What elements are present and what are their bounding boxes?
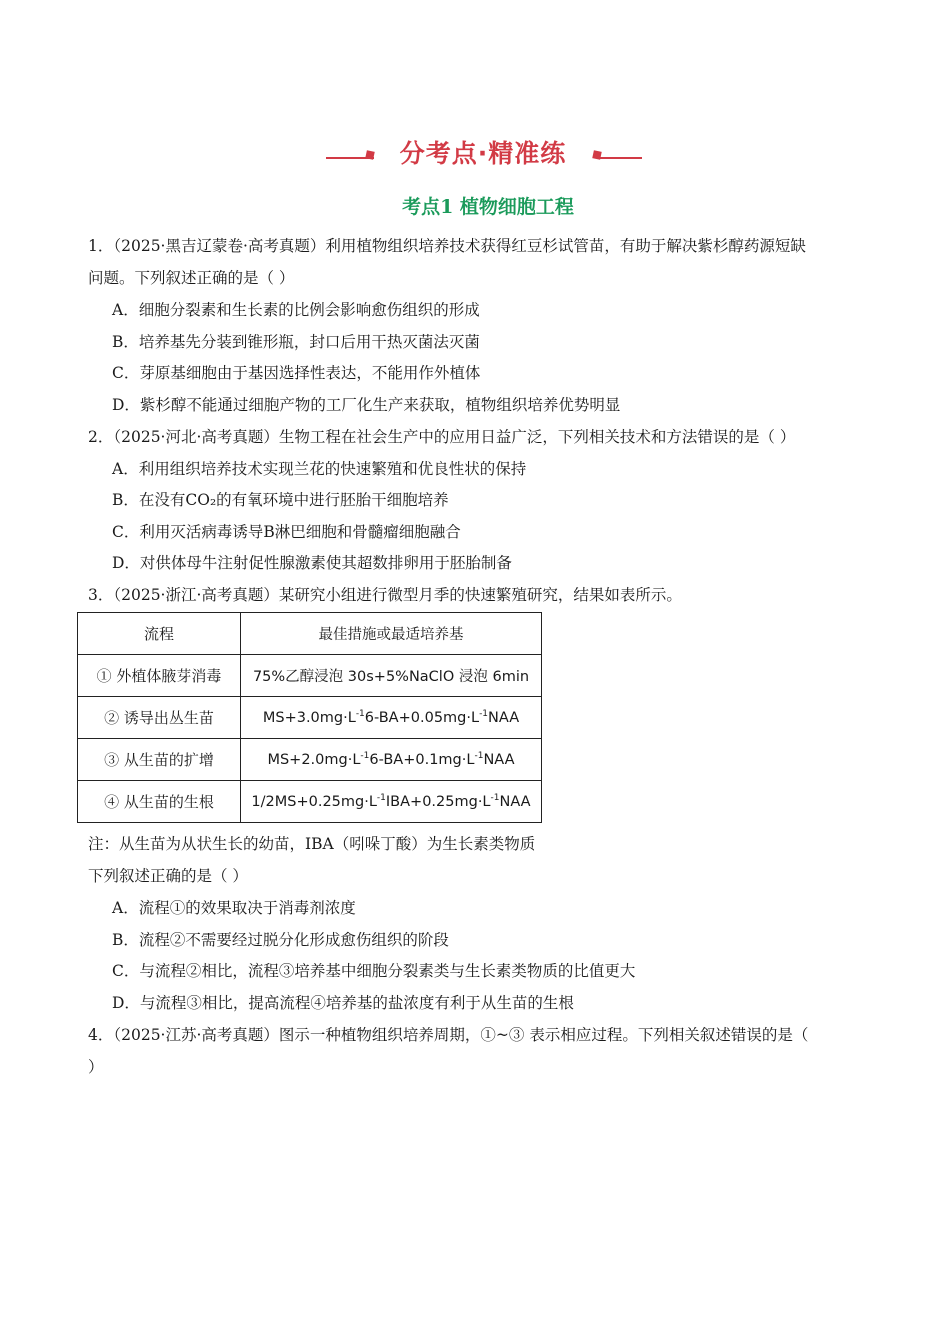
q1-option-c: C．芽原基细胞由于基因选择性表达，不能用作外植体 [112, 364, 481, 382]
medium-text: NAA [499, 794, 531, 810]
medium-text: MS+2.0mg·L [267, 752, 361, 768]
q3-option-b: B．流程②不需要经过脱分化形成愈伤组织的阶段 [112, 931, 449, 949]
table-cell-step: ① 外植体腋芽消毒 [78, 655, 241, 697]
section-banner [318, 132, 648, 172]
table-row [78, 781, 542, 823]
q3-stem: 3．（2025·浙江·高考真题）某研究小组进行微型月季的快速繁殖研究，结果如表所示。 [88, 586, 682, 604]
table-header-cell: 流程 [78, 613, 241, 655]
table-header-cell: 最佳措施或最适培养基 [241, 613, 542, 655]
superscript: -1 [490, 793, 500, 803]
q1-stem-line1: 1．（2025·黑吉辽蒙卷·高考真题）利用植物组织培养技术获得红豆杉试管苗，有助于解决紫杉醇药源短缺 [88, 237, 806, 255]
table-cell-step: ② 诱导出丛生苗 [78, 697, 241, 739]
q1-option-d: D．紫杉醇不能通过细胞产物的工厂化生产来获取，植物组织培养优势明显 [112, 396, 621, 414]
table-row [78, 739, 542, 781]
table-cell-medium [241, 655, 542, 697]
q3-table [77, 612, 542, 823]
q4-stem-line1: 4．（2025·江苏·高考真题）图示一种植物组织培养周期，①~③ 表示相应过程。下列相关叙述错误的是（ [88, 1026, 809, 1044]
q2-stem: 2．（2025·河北·高考真题）生物工程在社会生产中的应用日益广泛，下列相关技术和方法错误的是（ ） [88, 428, 796, 446]
superscript: -1 [479, 709, 489, 719]
medium-text: NAA [488, 710, 520, 726]
table-row [78, 655, 542, 697]
table-cell-step: ④ 从生苗的生根 [78, 781, 241, 823]
superscript: -1 [376, 793, 386, 803]
table-cell-step: ③ 从生苗的扩增 [78, 739, 241, 781]
banner-right-line [598, 157, 642, 159]
q2-option-b: B．在没有CO₂的有氧环境中进行胚胎干细胞培养 [112, 491, 449, 509]
table-cell-medium [241, 739, 542, 781]
table-header-row [78, 613, 542, 655]
q3-option-a: A．流程①的效果取决于消毒剂浓度 [112, 899, 356, 917]
q1-option-a: A．细胞分裂素和生长素的比例会影响愈伤组织的形成 [112, 301, 480, 319]
q3-option-d: D．与流程③相比，提高流程④培养基的盐浓度有利于从生苗的生根 [112, 994, 574, 1012]
superscript: -1 [355, 709, 365, 719]
q1-option-b: B．培养基先分装到锥形瓶，封口后用干热灭菌法灭菌 [112, 333, 480, 351]
medium-text: IBA+0.25mg·L [385, 794, 491, 810]
medium-text: 75%乙醇浸泡 30s+5%NaClO 浸泡 6min [252, 669, 530, 685]
q1-stem-line2: 问题。下列叙述正确的是（ ） [88, 269, 295, 287]
q2-option-a: A．利用组织培养技术实现兰花的快速繁殖和优良性状的保持 [112, 460, 527, 478]
q3-option-c: C．与流程②相比，流程③培养基中细胞分裂素类与生长素类物质的比值更大 [112, 962, 636, 980]
medium-text: 1/2MS+0.25mg·L [251, 794, 377, 810]
table-cell-medium [241, 781, 542, 823]
table-row [78, 697, 542, 739]
medium-text: MS+3.0mg·L [262, 710, 356, 726]
superscript: -1 [360, 751, 370, 761]
medium-text: 6-BA+0.05mg·L [364, 710, 480, 726]
q2-option-c: C．利用灭活病毒诱导B淋巴细胞和骨髓瘤细胞融合 [112, 523, 461, 541]
medium-text: 6-BA+0.1mg·L [369, 752, 475, 768]
section-title: 考点1 植物细胞工程 [402, 196, 574, 218]
table-cell-medium [241, 697, 542, 739]
superscript: -1 [474, 751, 484, 761]
medium-text: NAA [483, 752, 515, 768]
q3-note: 注：从生苗为从状生长的幼苗，IBA（吲哚丁酸）为生长素类物质 [88, 835, 536, 853]
q2-option-d: D．对供体母牛注射促性腺激素使其超数排卵用于胚胎制备 [112, 554, 512, 572]
q4-stem-line2: ） [88, 1058, 104, 1076]
q3-question: 下列叙述正确的是（ ） [88, 867, 248, 885]
banner-title: 分考点·精准练 [399, 139, 567, 168]
